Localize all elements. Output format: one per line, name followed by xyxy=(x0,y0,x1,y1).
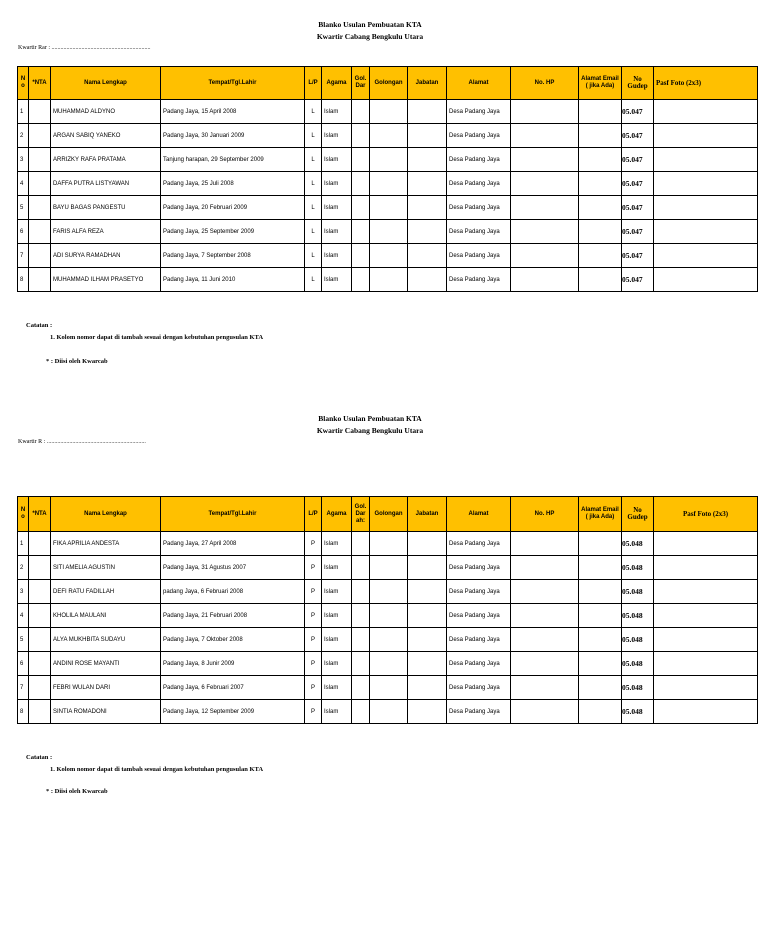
cell-lp: P xyxy=(305,628,322,652)
cell-email xyxy=(579,244,622,268)
cell-agama: Islam xyxy=(322,100,352,124)
cell-ttl: Padang Jaya, 27 April 2008 xyxy=(161,532,305,556)
header-goldar: Gol. Dar ah: xyxy=(352,497,370,532)
cell-email xyxy=(579,148,622,172)
cell-email xyxy=(579,652,622,676)
cell-gudep: 05.047 xyxy=(622,100,654,124)
cell-golongan xyxy=(370,100,408,124)
cell-goldar xyxy=(352,628,370,652)
header-agama: Agama xyxy=(322,67,352,100)
cell-nta xyxy=(29,604,51,628)
cell-foto xyxy=(654,628,758,652)
member-table xyxy=(17,496,758,724)
cell-nta xyxy=(29,580,51,604)
table-header-row xyxy=(18,67,758,100)
cell-email xyxy=(579,556,622,580)
cell-no: 7 xyxy=(18,676,29,700)
cell-no: 5 xyxy=(18,196,29,220)
cell-nta xyxy=(29,532,51,556)
notes-title: Catatan : xyxy=(26,754,53,761)
cell-foto xyxy=(654,124,758,148)
cell-lp: L xyxy=(305,148,322,172)
cell-nama: ADI SURYA RAMADHAN xyxy=(51,244,161,268)
cell-nama: FARIS ALFA REZA xyxy=(51,220,161,244)
cell-alamat: Desa Padang Jaya xyxy=(447,148,511,172)
cell-jabatan xyxy=(408,532,447,556)
cell-foto xyxy=(654,532,758,556)
header-nta: *NTA xyxy=(29,497,51,532)
cell-goldar xyxy=(352,652,370,676)
cell-alamat: Desa Padang Jaya xyxy=(447,124,511,148)
cell-jabatan xyxy=(408,676,447,700)
cell-hp xyxy=(511,532,579,556)
header-no: N o xyxy=(18,497,29,532)
cell-no: 2 xyxy=(18,124,29,148)
cell-goldar xyxy=(352,604,370,628)
cell-goldar xyxy=(352,148,370,172)
cell-golongan xyxy=(370,556,408,580)
cell-hp xyxy=(511,124,579,148)
header-nama: Nama Lengkap xyxy=(51,497,161,532)
cell-ttl: Padang Jaya, 6 Februari 2007 xyxy=(161,676,305,700)
cell-alamat: Desa Padang Jaya xyxy=(447,604,511,628)
header-golongan: Golongan xyxy=(370,67,408,100)
header-hp: No. HP xyxy=(511,67,579,100)
cell-foto xyxy=(654,700,758,724)
cell-alamat: Desa Padang Jaya xyxy=(447,172,511,196)
cell-ttl: Padang Jaya, 20 Februari 2009 xyxy=(161,196,305,220)
cell-golongan xyxy=(370,124,408,148)
table-row xyxy=(18,172,758,196)
cell-agama: Islam xyxy=(322,580,352,604)
header-jabatan: Jabatan xyxy=(408,67,447,100)
cell-ttl: Padang Jaya, 15 April 2008 xyxy=(161,100,305,124)
header-no: N o xyxy=(18,67,29,100)
cell-nama: MUHAMMAD ALDYNO xyxy=(51,100,161,124)
cell-golongan xyxy=(370,676,408,700)
cell-gudep: 05.048 xyxy=(622,604,654,628)
cell-no: 3 xyxy=(18,148,29,172)
cell-nta xyxy=(29,172,51,196)
table-row xyxy=(18,220,758,244)
cell-agama: Islam xyxy=(322,220,352,244)
cell-nama: ALYA MUKHBITA SUDAYU xyxy=(51,628,161,652)
cell-alamat: Desa Padang Jaya xyxy=(447,580,511,604)
table-row xyxy=(18,700,758,724)
cell-nama: DEFI RATU FADILLAH xyxy=(51,580,161,604)
cell-golongan xyxy=(370,244,408,268)
cell-foto xyxy=(654,556,758,580)
cell-nta xyxy=(29,556,51,580)
header-ttl: Tempat/Tgl.Lahir xyxy=(161,67,305,100)
cell-agama: Islam xyxy=(322,196,352,220)
table-row xyxy=(18,676,758,700)
cell-foto xyxy=(654,676,758,700)
cell-alamat: Desa Padang Jaya xyxy=(447,652,511,676)
cell-gudep: 05.047 xyxy=(622,124,654,148)
cell-foto xyxy=(654,244,758,268)
cell-gudep: 05.048 xyxy=(622,580,654,604)
kwartir-field: Kwartir Rar : .................................................................. xyxy=(18,45,151,51)
cell-goldar xyxy=(352,268,370,292)
cell-agama: Islam xyxy=(322,628,352,652)
cell-jabatan xyxy=(408,628,447,652)
cell-agama: Islam xyxy=(322,556,352,580)
header-foto: Pasf Foto (2x3) xyxy=(654,67,758,100)
cell-ttl: Tanjung harapan, 29 September 2009 xyxy=(161,148,305,172)
cell-alamat: Desa Padang Jaya xyxy=(447,100,511,124)
cell-jabatan xyxy=(408,172,447,196)
cell-ttl: Padang Jaya, 25 September 2009 xyxy=(161,220,305,244)
cell-gudep: 05.047 xyxy=(622,268,654,292)
cell-no: 8 xyxy=(18,268,29,292)
cell-jabatan xyxy=(408,604,447,628)
cell-golongan xyxy=(370,172,408,196)
table-header-row xyxy=(18,497,758,532)
table-row xyxy=(18,196,758,220)
form-title: Blanko Usulan Pembuatan KTA xyxy=(318,414,422,423)
table-row xyxy=(18,100,758,124)
cell-jabatan xyxy=(408,700,447,724)
cell-gudep: 05.048 xyxy=(622,652,654,676)
cell-no: 1 xyxy=(18,100,29,124)
cell-jabatan xyxy=(408,124,447,148)
cell-hp xyxy=(511,220,579,244)
cell-hp xyxy=(511,700,579,724)
cell-email xyxy=(579,628,622,652)
cell-no: 1 xyxy=(18,532,29,556)
cell-ttl: Padang Jaya, 30 Januari 2009 xyxy=(161,124,305,148)
cell-nama: ARRIZKY RAFA PRATAMA xyxy=(51,148,161,172)
cell-jabatan xyxy=(408,244,447,268)
header-alamat: Alamat xyxy=(447,497,511,532)
cell-agama: Islam xyxy=(322,700,352,724)
cell-email xyxy=(579,580,622,604)
cell-gudep: 05.048 xyxy=(622,700,654,724)
cell-alamat: Desa Padang Jaya xyxy=(447,220,511,244)
cell-email xyxy=(579,172,622,196)
header-agama: Agama xyxy=(322,497,352,532)
cell-jabatan xyxy=(408,148,447,172)
cell-email xyxy=(579,700,622,724)
header-golongan: Golongan xyxy=(370,497,408,532)
cell-gudep: 05.047 xyxy=(622,220,654,244)
cell-gudep: 05.047 xyxy=(622,196,654,220)
cell-nama: DAFFA PUTRA LISTYAWAN xyxy=(51,172,161,196)
cell-agama: Islam xyxy=(322,124,352,148)
cell-agama: Islam xyxy=(322,172,352,196)
cell-hp xyxy=(511,628,579,652)
cell-lp: P xyxy=(305,700,322,724)
cell-gudep: 05.047 xyxy=(622,172,654,196)
cell-hp xyxy=(511,604,579,628)
cell-nama: ANDINI ROSE MAYANTI xyxy=(51,652,161,676)
cell-nta xyxy=(29,676,51,700)
cell-jabatan xyxy=(408,220,447,244)
cell-golongan xyxy=(370,604,408,628)
cell-jabatan xyxy=(408,268,447,292)
cell-golongan xyxy=(370,628,408,652)
cell-hp xyxy=(511,268,579,292)
cell-nta xyxy=(29,268,51,292)
cell-agama: Islam xyxy=(322,652,352,676)
cell-foto xyxy=(654,220,758,244)
member-table xyxy=(17,66,758,292)
cell-no: 6 xyxy=(18,220,29,244)
cell-nta xyxy=(29,148,51,172)
cell-no: 2 xyxy=(18,556,29,580)
note-2: * : Diisi oleh Kwarcab xyxy=(46,788,108,795)
cell-lp: L xyxy=(305,196,322,220)
cell-email xyxy=(579,220,622,244)
header-gudep: No Gudep xyxy=(622,497,654,532)
form-title: Blanko Usulan Pembuatan KTA xyxy=(318,20,422,29)
cell-lp: L xyxy=(305,268,322,292)
cell-hp xyxy=(511,580,579,604)
cell-alamat: Desa Padang Jaya xyxy=(447,196,511,220)
cell-lp: P xyxy=(305,532,322,556)
header-email: Alamat Email ( jika Ada) xyxy=(579,67,622,100)
cell-no: 4 xyxy=(18,172,29,196)
cell-nta xyxy=(29,196,51,220)
cell-ttl: Padang Jaya, 11 Juni 2010 xyxy=(161,268,305,292)
cell-ttl: padang Jaya, 6 Februari 2008 xyxy=(161,580,305,604)
cell-golongan xyxy=(370,220,408,244)
cell-nta xyxy=(29,124,51,148)
header-ttl: Tempat/Tgl.Lahir xyxy=(161,497,305,532)
cell-hp xyxy=(511,676,579,700)
table-row xyxy=(18,580,758,604)
cell-nama: BAYU BAGAS PANGESTU xyxy=(51,196,161,220)
cell-ttl: Padang Jaya, 25 Juli 2008 xyxy=(161,172,305,196)
cell-nta xyxy=(29,220,51,244)
cell-gudep: 05.048 xyxy=(622,628,654,652)
cell-goldar xyxy=(352,532,370,556)
cell-hp xyxy=(511,100,579,124)
cell-goldar xyxy=(352,220,370,244)
cell-hp xyxy=(511,172,579,196)
cell-jabatan xyxy=(408,196,447,220)
form-subtitle: Kwartir Cabang Bengkulu Utara xyxy=(316,426,424,435)
table-row xyxy=(18,556,758,580)
cell-golongan xyxy=(370,532,408,556)
cell-email xyxy=(579,604,622,628)
cell-jabatan xyxy=(408,556,447,580)
kwartir-field: Kwartir R : .................................................................. xyxy=(18,439,146,445)
cell-lp: L xyxy=(305,172,322,196)
cell-goldar xyxy=(352,580,370,604)
cell-alamat: Desa Padang Jaya xyxy=(447,244,511,268)
cell-hp xyxy=(511,556,579,580)
cell-ttl: Padang Jaya, 12 September 2009 xyxy=(161,700,305,724)
cell-nama: MUHAMMAD ILHAM PRASETYO xyxy=(51,268,161,292)
note-2: * : Diisi oleh Kwarcab xyxy=(46,358,108,365)
cell-lp: L xyxy=(305,124,322,148)
cell-goldar xyxy=(352,556,370,580)
cell-gudep: 05.047 xyxy=(622,244,654,268)
cell-lp: P xyxy=(305,676,322,700)
cell-golongan xyxy=(370,652,408,676)
header-lp: L/P xyxy=(305,497,322,532)
cell-goldar xyxy=(352,124,370,148)
cell-agama: Islam xyxy=(322,676,352,700)
cell-no: 6 xyxy=(18,652,29,676)
cell-email xyxy=(579,124,622,148)
cell-nama: FEBRI WULAN DARI xyxy=(51,676,161,700)
cell-no: 3 xyxy=(18,580,29,604)
cell-gudep: 05.047 xyxy=(622,148,654,172)
table-row xyxy=(18,148,758,172)
cell-jabatan xyxy=(408,580,447,604)
cell-agama: Islam xyxy=(322,148,352,172)
cell-alamat: Desa Padang Jaya xyxy=(447,700,511,724)
cell-lp: P xyxy=(305,556,322,580)
cell-ttl: Padang Jaya, 31 Agustus 2007 xyxy=(161,556,305,580)
cell-no: 4 xyxy=(18,604,29,628)
cell-goldar xyxy=(352,700,370,724)
header-jabatan: Jabatan xyxy=(408,497,447,532)
cell-nama: KHOLILA MAULANI xyxy=(51,604,161,628)
cell-golongan xyxy=(370,148,408,172)
table-row xyxy=(18,604,758,628)
cell-foto xyxy=(654,580,758,604)
cell-foto xyxy=(654,196,758,220)
cell-ttl: Padang Jaya, 8 Junir 2009 xyxy=(161,652,305,676)
cell-jabatan xyxy=(408,100,447,124)
cell-alamat: Desa Padang Jaya xyxy=(447,556,511,580)
cell-no: 8 xyxy=(18,700,29,724)
cell-alamat: Desa Padang Jaya xyxy=(447,532,511,556)
cell-nta xyxy=(29,652,51,676)
note-1: 1. Kolom nomor dapat di tambah sesuai dengan kebutuhan pengusulan KTA xyxy=(50,334,264,341)
cell-lp: L xyxy=(305,220,322,244)
cell-goldar xyxy=(352,244,370,268)
header-alamat: Alamat xyxy=(447,67,511,100)
cell-nta xyxy=(29,700,51,724)
cell-golongan xyxy=(370,196,408,220)
header-nama: Nama Lengkap xyxy=(51,67,161,100)
cell-lp: L xyxy=(305,244,322,268)
cell-lp: P xyxy=(305,652,322,676)
cell-gudep: 05.048 xyxy=(622,532,654,556)
cell-foto xyxy=(654,652,758,676)
header-foto: Pasf Foto (2x3) xyxy=(654,497,758,532)
table-row xyxy=(18,652,758,676)
cell-golongan xyxy=(370,580,408,604)
table-row xyxy=(18,628,758,652)
cell-lp: L xyxy=(305,100,322,124)
cell-foto xyxy=(654,604,758,628)
cell-nta xyxy=(29,628,51,652)
cell-goldar xyxy=(352,100,370,124)
cell-nta xyxy=(29,244,51,268)
note-1: 1. Kolom nomor dapat di tambah sesuai dengan kebutuhan pengusulan KTA xyxy=(50,766,264,773)
cell-foto xyxy=(654,268,758,292)
cell-no: 5 xyxy=(18,628,29,652)
cell-nta xyxy=(29,100,51,124)
cell-ttl: Padang Jaya, 7 Oktober 2008 xyxy=(161,628,305,652)
cell-golongan xyxy=(370,268,408,292)
cell-hp xyxy=(511,652,579,676)
cell-ttl: Padang Jaya, 21 Februari 2008 xyxy=(161,604,305,628)
table-row xyxy=(18,124,758,148)
cell-alamat: Desa Padang Jaya xyxy=(447,268,511,292)
cell-email xyxy=(579,196,622,220)
cell-agama: Islam xyxy=(322,532,352,556)
form-subtitle: Kwartir Cabang Bengkulu Utara xyxy=(316,32,424,41)
header-lp: L/P xyxy=(305,67,322,100)
cell-lp: P xyxy=(305,580,322,604)
notes-title: Catatan : xyxy=(26,322,53,329)
table-row xyxy=(18,268,758,292)
cell-hp xyxy=(511,244,579,268)
cell-email xyxy=(579,268,622,292)
cell-golongan xyxy=(370,700,408,724)
table-row xyxy=(18,532,758,556)
header-hp: No. HP xyxy=(511,497,579,532)
cell-goldar xyxy=(352,196,370,220)
cell-alamat: Desa Padang Jaya xyxy=(447,628,511,652)
cell-jabatan xyxy=(408,652,447,676)
header-email: Alamat Email ( jika Ada) xyxy=(579,497,622,532)
cell-goldar xyxy=(352,676,370,700)
cell-goldar xyxy=(352,172,370,196)
header-nta: *NTA xyxy=(29,67,51,100)
cell-nama: SINTIA ROMADONI xyxy=(51,700,161,724)
cell-nama: SITI AMELIA AGUSTIN xyxy=(51,556,161,580)
cell-agama: Islam xyxy=(322,268,352,292)
table-row xyxy=(18,244,758,268)
cell-gudep: 05.048 xyxy=(622,676,654,700)
cell-gudep: 05.048 xyxy=(622,556,654,580)
header-goldar: Gol. Dar xyxy=(352,67,370,100)
cell-no: 7 xyxy=(18,244,29,268)
cell-lp: P xyxy=(305,604,322,628)
header-gudep: No Gudep xyxy=(622,67,654,100)
cell-email xyxy=(579,100,622,124)
cell-nama: FIKA APRILIA ANDESTA xyxy=(51,532,161,556)
cell-nama: ARGAN SABIQ YANEKO xyxy=(51,124,161,148)
cell-alamat: Desa Padang Jaya xyxy=(447,676,511,700)
cell-foto xyxy=(654,100,758,124)
cell-agama: Islam xyxy=(322,244,352,268)
cell-hp xyxy=(511,148,579,172)
cell-email xyxy=(579,532,622,556)
cell-foto xyxy=(654,148,758,172)
cell-agama: Islam xyxy=(322,604,352,628)
cell-email xyxy=(579,676,622,700)
cell-ttl: Padang Jaya, 7 September 2008 xyxy=(161,244,305,268)
cell-foto xyxy=(654,172,758,196)
cell-hp xyxy=(511,196,579,220)
